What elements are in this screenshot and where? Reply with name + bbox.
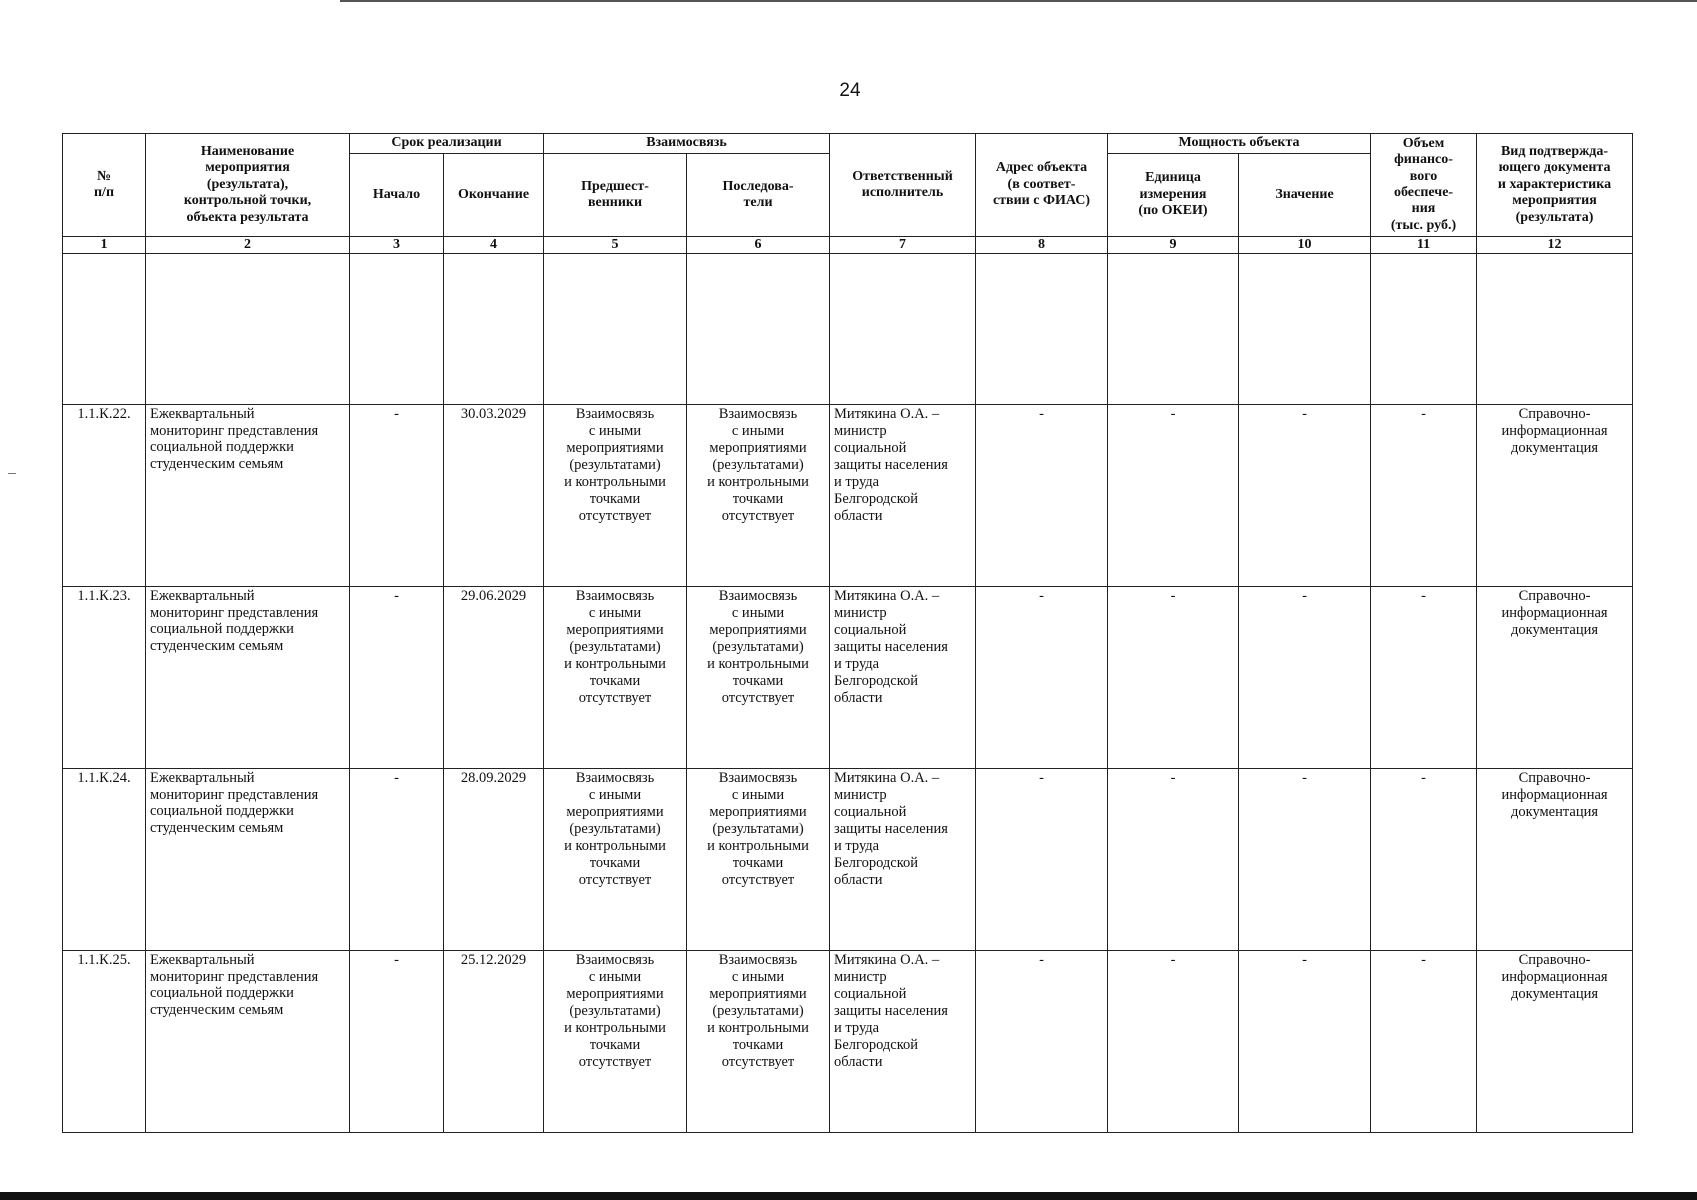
cell-finance: -: [1371, 769, 1477, 951]
cell-address: -: [976, 405, 1108, 587]
cell-finance: -: [1371, 587, 1477, 769]
cell-doc-type: Справочно- информационная документация: [1477, 769, 1633, 951]
cell-doc-type: Справочно- информационная документация: [1477, 587, 1633, 769]
header-term-group: Срок реализации: [350, 134, 544, 154]
cell-start: -: [350, 405, 444, 587]
empty-cell: [1477, 254, 1633, 405]
cell-finance: -: [1371, 405, 1477, 587]
empty-cell: [1108, 254, 1239, 405]
cell-start: -: [350, 587, 444, 769]
table-row: [63, 405, 1633, 587]
cell-end: 25.12.2029: [444, 951, 544, 1133]
margin-mark: [8, 473, 16, 474]
header-responsible: Ответственный исполнитель: [830, 134, 976, 237]
column-number: 6: [687, 237, 830, 254]
top-rule: [340, 0, 1697, 2]
cell-unit: -: [1108, 951, 1239, 1133]
cell-name: Ежеквартальный мониторинг представления социальной поддержки студенческим семьям: [146, 587, 350, 769]
table-row: [63, 951, 1633, 1133]
cell-unit: -: [1108, 587, 1239, 769]
cell-successors: Взаимосвязь с иными мероприятиями (результатами) и контрольными точками отсутствует: [687, 769, 830, 951]
column-number: 4: [444, 237, 544, 254]
cell-responsible: Митякина О.А. – министр социальной защиты населения и труда Белгородской области: [830, 951, 976, 1133]
cell-no: 1.1.К.24.: [63, 769, 146, 951]
header-no: № п/п: [63, 134, 146, 237]
table-row-continuation: [63, 254, 1633, 405]
empty-cell: [1371, 254, 1477, 405]
column-number: 5: [544, 237, 687, 254]
header-address: Адрес объекта (в соответ- ствии с ФИАС): [976, 134, 1108, 237]
column-number: 8: [976, 237, 1108, 254]
cell-value: -: [1239, 405, 1371, 587]
header-link-group: Взаимосвязь: [544, 134, 830, 154]
empty-cell: [830, 254, 976, 405]
bottom-scan-edge: [0, 1192, 1697, 1200]
cell-address: -: [976, 769, 1108, 951]
cell-successors: Взаимосвязь с иными мероприятиями (результатами) и контрольными точками отсутствует: [687, 587, 830, 769]
cell-responsible: Митякина О.А. – министр социальной защиты населения и труда Белгородской области: [830, 769, 976, 951]
header-doc-type: Вид подтвержда- ющего документа и характеристика мероприятия (результата): [1477, 134, 1633, 237]
empty-cell: [350, 254, 444, 405]
cell-address: -: [976, 951, 1108, 1133]
cell-successors: Взаимосвязь с иными мероприятиями (результатами) и контрольными точками отсутствует: [687, 951, 830, 1133]
column-number: 2: [146, 237, 350, 254]
column-number-row: [63, 237, 1633, 254]
cell-successors: Взаимосвязь с иными мероприятиями (результатами) и контрольными точками отсутствует: [687, 405, 830, 587]
empty-cell: [444, 254, 544, 405]
column-number: 12: [1477, 237, 1633, 254]
column-number: 7: [830, 237, 976, 254]
table-row: [63, 769, 1633, 951]
cell-doc-type: Справочно- информационная документация: [1477, 951, 1633, 1133]
cell-address: -: [976, 587, 1108, 769]
cell-unit: -: [1108, 769, 1239, 951]
cell-name: Ежеквартальный мониторинг представления социальной поддержки студенческим семьям: [146, 769, 350, 951]
column-number: 9: [1108, 237, 1239, 254]
cell-finance: -: [1371, 951, 1477, 1133]
cell-value: -: [1239, 769, 1371, 951]
page-number: 24: [839, 80, 861, 101]
cell-responsible: Митякина О.А. – министр социальной защиты населения и труда Белгородской области: [830, 405, 976, 587]
header-successors: Последова- тели: [687, 154, 830, 237]
cell-no: 1.1.К.25.: [63, 951, 146, 1133]
empty-cell: [1239, 254, 1371, 405]
column-number: 10: [1239, 237, 1371, 254]
header-value: Значение: [1239, 154, 1371, 237]
cell-predecessors: Взаимосвязь с иными мероприятиями (результатами) и контрольными точками отсутствует: [544, 769, 687, 951]
cell-no: 1.1.К.23.: [63, 587, 146, 769]
cell-no: 1.1.К.22.: [63, 405, 146, 587]
cell-name: Ежеквартальный мониторинг представления социальной поддержки студенческим семьям: [146, 405, 350, 587]
cell-name: Ежеквартальный мониторинг представления социальной поддержки студенческим семьям: [146, 951, 350, 1133]
column-number: 1: [63, 237, 146, 254]
cell-predecessors: Взаимосвязь с иными мероприятиями (результатами) и контрольными точками отсутствует: [544, 405, 687, 587]
header-start: Начало: [350, 154, 444, 237]
cell-doc-type: Справочно- информационная документация: [1477, 405, 1633, 587]
cell-end: 29.06.2029: [444, 587, 544, 769]
column-number: 11: [1371, 237, 1477, 254]
cell-responsible: Митякина О.А. – министр социальной защиты населения и труда Белгородской области: [830, 587, 976, 769]
empty-cell: [687, 254, 830, 405]
empty-cell: [146, 254, 350, 405]
header-capacity-group: Мощность объекта: [1108, 134, 1371, 154]
header-unit: Единица измерения (по ОКЕИ): [1108, 154, 1239, 237]
cell-unit: -: [1108, 405, 1239, 587]
cell-value: -: [1239, 587, 1371, 769]
empty-cell: [976, 254, 1108, 405]
header-predecessors: Предшест- венники: [544, 154, 687, 237]
header-end: Окончание: [444, 154, 544, 237]
cell-predecessors: Взаимосвязь с иными мероприятиями (результатами) и контрольными точками отсутствует: [544, 587, 687, 769]
table-row: [63, 587, 1633, 769]
header-row-groups: [63, 134, 1633, 154]
empty-cell: [544, 254, 687, 405]
column-number: 3: [350, 237, 444, 254]
plan-table: [62, 133, 1633, 1133]
cell-end: 30.03.2029: [444, 405, 544, 587]
empty-cell: [63, 254, 146, 405]
cell-predecessors: Взаимосвязь с иными мероприятиями (результатами) и контрольными точками отсутствует: [544, 951, 687, 1133]
cell-value: -: [1239, 951, 1371, 1133]
header-name: Наименование мероприятия (результата), контрольной точки, объекта результата: [146, 134, 350, 237]
cell-end: 28.09.2029: [444, 769, 544, 951]
cell-start: -: [350, 769, 444, 951]
cell-start: -: [350, 951, 444, 1133]
header-finance: Объем финансо- вого обеспече- ния (тыс. руб.): [1371, 134, 1477, 237]
